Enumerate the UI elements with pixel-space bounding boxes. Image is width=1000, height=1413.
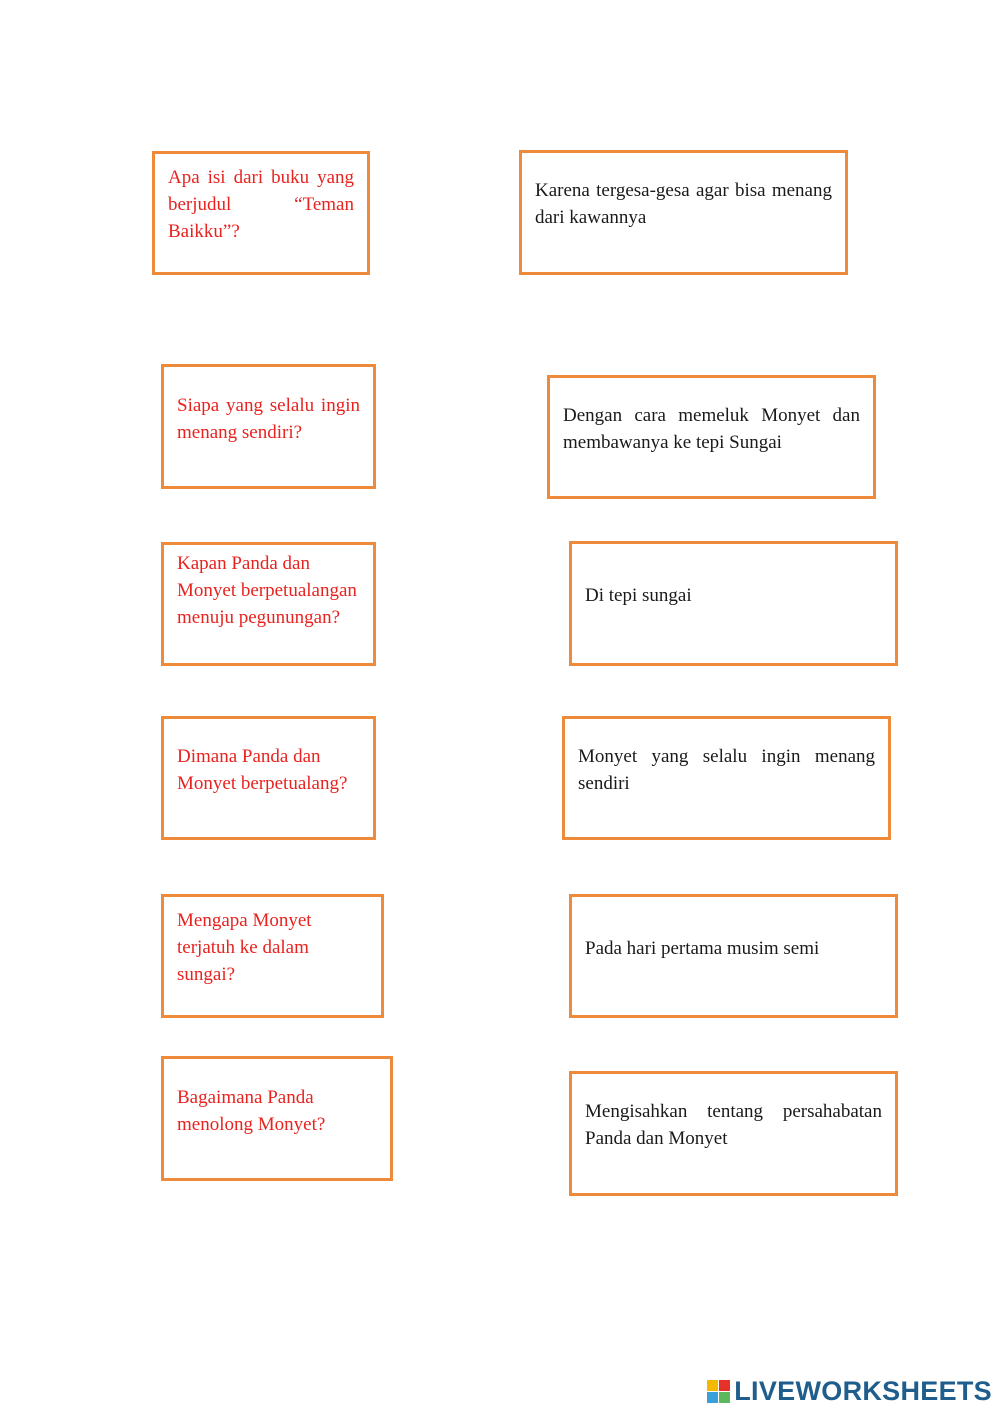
answer-text-6: Mengisahkan tentang persahabatan Panda dan Monyet bbox=[585, 1101, 882, 1149]
question-card-3[interactable] bbox=[161, 542, 376, 666]
question-card-4[interactable] bbox=[161, 716, 376, 840]
question-card-6[interactable] bbox=[161, 1056, 393, 1181]
liveworksheets-logo-icon bbox=[707, 1380, 730, 1403]
question-text-6: Bagaimana Panda menolong Monyet? bbox=[177, 1087, 326, 1135]
question-text-5: Mengapa Monyet terjatuh ke dalam sungai? bbox=[177, 910, 312, 985]
answer-card-6[interactable] bbox=[569, 1071, 898, 1196]
question-card-5[interactable] bbox=[161, 894, 384, 1018]
answer-text-4: Monyet yang selalu ingin menang sendiri bbox=[578, 746, 875, 794]
answer-text-5: Pada hari pertama musim semi bbox=[585, 938, 820, 959]
question-card-2[interactable] bbox=[161, 364, 376, 489]
answer-text-2: Dengan cara memeluk Monyet dan membawanya ke tepi Sungai bbox=[563, 405, 860, 453]
answer-card-1[interactable] bbox=[519, 150, 848, 275]
answer-card-2[interactable] bbox=[547, 375, 876, 499]
question-text-4: Dimana Panda dan Monyet berpetualang? bbox=[177, 746, 348, 794]
answer-text-3: Di tepi sungai bbox=[585, 585, 692, 606]
answer-card-5[interactable] bbox=[569, 894, 898, 1018]
question-card-1[interactable] bbox=[152, 151, 370, 275]
liveworksheets-brand bbox=[707, 1376, 992, 1407]
question-text-3: Kapan Panda dan Monyet berpetualangan menuju pegunungan? bbox=[177, 553, 357, 628]
answer-card-4[interactable] bbox=[562, 716, 891, 840]
question-text-2: Siapa yang selalu ingin menang sendiri? bbox=[177, 395, 360, 443]
brand-wordmark: LIVEWORKSHEETS bbox=[734, 1376, 992, 1406]
question-text-1: Apa isi dari buku yang berjudul “Teman Baikku”? bbox=[168, 167, 354, 242]
answer-card-3[interactable] bbox=[569, 541, 898, 666]
answer-text-1: Karena tergesa-gesa agar bisa menang dari kawannya bbox=[535, 180, 832, 228]
